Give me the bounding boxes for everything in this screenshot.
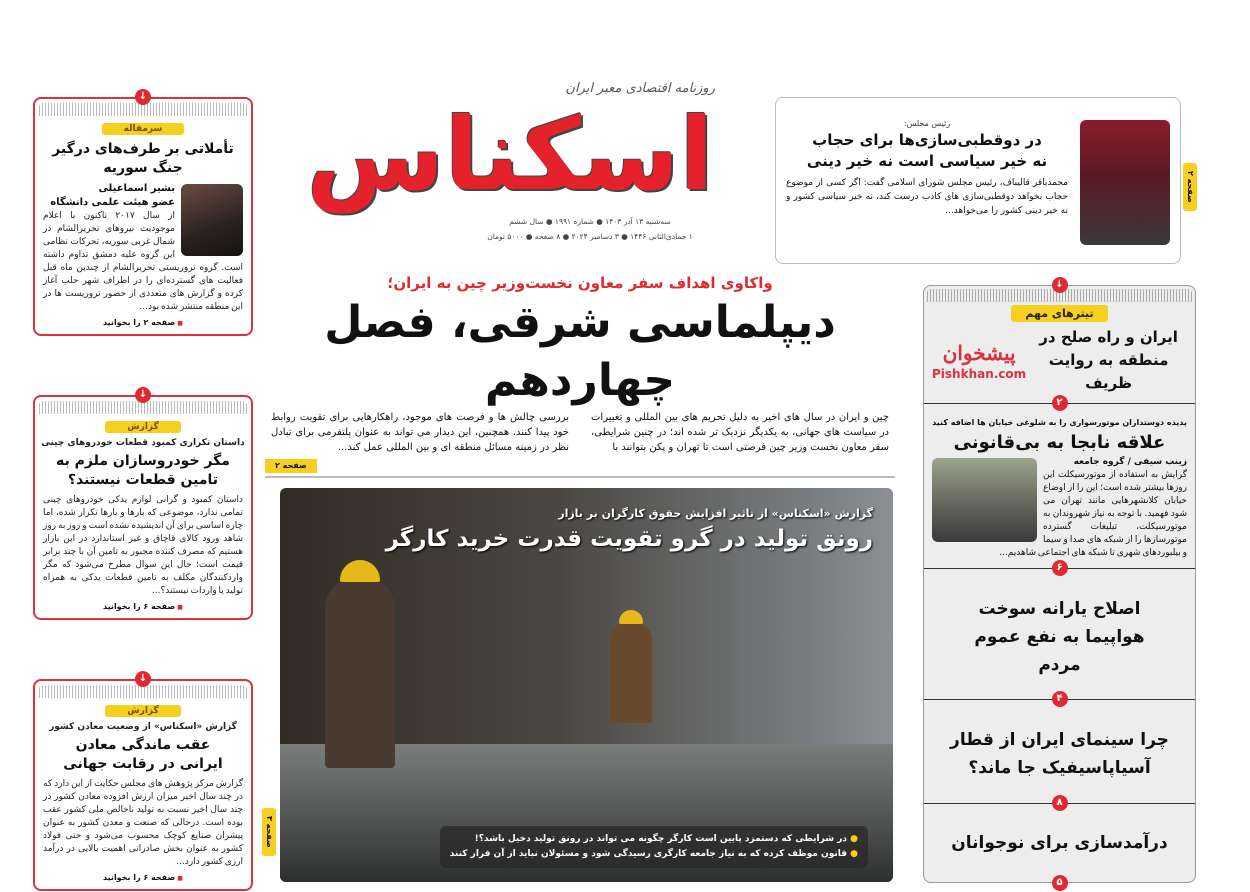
- author-photo: [181, 184, 243, 256]
- headline: درآمدسازی برای نوجوانان: [951, 833, 1168, 854]
- top-story-box[interactable]: [775, 97, 1181, 264]
- lead-kicker: واکاوی اهداف سفر معاون نخست‌وزیر چین به ایران؛: [387, 274, 773, 292]
- headline: چرا سینمای ایران از قطار آسیاپاسیفیک جا ماند؟: [950, 729, 1169, 778]
- author-title: عضو هیئت علمی دانشگاه: [50, 197, 175, 208]
- headline-line-1: در دوقطبی‌سازی‌ها برای حجاب: [812, 131, 1042, 149]
- photo-bullet-1: ● در شرایطی که دستمزد پایین است کارگر چگونه می تواند در رونق تولید دخیل باشد؟!: [474, 834, 858, 844]
- hard-hat: [619, 610, 643, 624]
- section-tag: گزارش: [105, 705, 181, 717]
- lead-body-col-2: بررسی چالش ها و فرصت های موجود، راهکارهایی برای تقویت روابط خود پیدا کنند. همچنین، این دیدار می تواند به عنوان پلتفرمی برای تبادل نظر در زمینه مسائل منطقه ای و بین المللی عمل کند...: [271, 412, 569, 453]
- page-number-badge: ۸: [1052, 795, 1068, 811]
- kicker: پدیده دوستداران موتورسواری را به شلوغی خیابان ها اضافه کنید: [932, 418, 1187, 427]
- photo-headline: رونق تولید در گرو تقویت قدرت خرید کارگر: [385, 526, 873, 552]
- watermark-url: Pishkhan.com: [932, 366, 1027, 381]
- worker-figure: [325, 578, 395, 768]
- page-tab[interactable]: صفحه ۲: [1183, 163, 1197, 211]
- read-more-link[interactable]: ■ صفحه ۶ را بخوانید: [35, 872, 251, 884]
- headline-item[interactable]: ایران و راه صلح در منطقه به روایت ظریف: [1039, 328, 1178, 392]
- kicker: داستان تکراری کمبود قطعات خودروهای چینی: [41, 438, 245, 448]
- headline: عقب ماندگی معادن ایرانی در رقابت جهانی: [63, 737, 223, 772]
- story-body: محمدباقر قالیباف، رئیس مجلس شورای اسلامی گفت: اگر کسی از موضوع حجاب بخواهد دوقطبی‌سازی های کاذب درست کند، نه خیر سیاسی کشور و نه خیر دینی کشور را می‌خواهد...: [786, 178, 1068, 216]
- tagline: روزنامه اقتصادی معبر ایران: [565, 81, 715, 96]
- photo-story[interactable]: [280, 488, 893, 882]
- arrow-down-icon: ↓: [135, 89, 151, 105]
- lead-headline: دیپلماسی شرقی، فصل چهاردهم: [324, 297, 836, 406]
- photo-page-tab[interactable]: صفحه ۳: [262, 808, 276, 856]
- center-column: [265, 272, 895, 882]
- report-box-1[interactable]: [33, 389, 253, 620]
- speaker-photo: [1080, 120, 1170, 245]
- photo-bullet-2: ● قانون موظف کرده که به نیاز جامعه کارگری رسیدگی شود و مسئولان نباید از آن فرار کنند: [449, 849, 858, 859]
- kicker: رئیس مجلس:: [903, 119, 951, 128]
- kicker: گزارش «اسکناس» از وضعیت معادن کشور: [49, 722, 237, 732]
- photo-kicker: گزارش «اسکناس» از تاثیر افزایش حقوق کارگران بر بازار: [558, 507, 873, 520]
- hard-hat: [340, 560, 380, 582]
- page-number-badge: ۴: [1052, 691, 1068, 707]
- story-cinema[interactable]: [924, 693, 1195, 802]
- headline-line-2: نه خیر سیاسی است نه خیر دینی: [806, 152, 1048, 170]
- page-number-badge: ۵: [1052, 875, 1068, 891]
- watermark-logo-text: پیشخوان: [942, 340, 1016, 365]
- headlines-panel: [923, 279, 1196, 888]
- lead-body-col-1: چین و ایران در سال های اخیر به دلیل تحریم های بین المللی و تغییرات در سیاست های جهانی، به یکدیگر نزدیک تر شده اند؛ در چنین شرایطی، سفر معاون نخست وزیر چین فرصتی است تا تهران و پکن بتوانند با: [591, 412, 889, 453]
- article-body: گزارش مرکز پژوهش های مجلس حکایت از این دارد که در چند سال اخیر میزان ارزش افزوده معادن کشور در چند سال اخیر نسبت به تولید ناخالص ملی کشور عقب بوده است. درحالی که صنعت و معدن کشور به عنوان پیشران صنایع کوچک محسوب می‌شود و حتی فولاد کشور به عنوان بخش صادراتی اهمیت بالایی در درآمد ارزی کشور دارد...: [43, 779, 243, 867]
- lead-page-tag[interactable]: صفحه ۲: [265, 459, 317, 473]
- read-more-link[interactable]: ■ صفحه ۶ را بخوانید: [35, 601, 251, 613]
- author: زینب سیفی / گروه جامعه: [1073, 457, 1187, 467]
- issue-info: [420, 214, 760, 244]
- page-number-badge: ۲: [1052, 395, 1068, 411]
- arrow-down-icon: ↓: [135, 671, 151, 687]
- lead-story[interactable]: [265, 272, 895, 455]
- watermark: [932, 340, 1026, 382]
- story-fuel-subsidy[interactable]: [924, 562, 1195, 699]
- story-motorcycle[interactable]: [924, 397, 1195, 568]
- headline: علاقه نابجا به بی‌قانونی: [953, 432, 1166, 453]
- arrow-down-icon: ↓: [135, 387, 151, 403]
- divider: [265, 476, 895, 478]
- left-column: [33, 91, 253, 891]
- read-more-link[interactable]: ■ صفحه ۲ را بخوانید: [35, 317, 251, 329]
- headline: تأملاتی بر طرف‌های درگیر جنگ سوریه: [52, 141, 234, 176]
- headline: مگر خودروسازان ملزم به تامین قطعات نیستند؟: [56, 453, 230, 488]
- section-tag: تیترهای مهم: [1011, 305, 1107, 322]
- date-line-intl: ۱ جمادی‌الثانی ۱۴۴۶ ● ۳ دسامبر ۲۰۲۴ ● ۸ صفحه ● ۵۰۰۰ تومان: [487, 232, 693, 241]
- author-name: بشیر اسماعیلی: [98, 183, 175, 194]
- date-line-persian: سه‌شنبه ۱۳ آذر ۱۴۰۳ ● شماره ۱۹۹۱ ● سال ششم: [509, 217, 671, 226]
- section-tag: گزارش: [105, 421, 181, 433]
- worker-figure: [610, 623, 652, 723]
- article-body: داستان کمبود و گرانی لوازم یدکی خودروهای چینی تمامی ندارد، موضوعی که بارها و بارها تکرار شده، اما چاره اساسی برای آن اندیشیده نشده است و روز به روز شاهد ورود کالای قاچاق و غیر استاندارد در این بازار هستیم که مصرف کننده مجبور به تامین آن با چند برابر قیمت است؛ حال این سوال مطرح می‌شود که مگر واردکنندگان مکلف به تامین قطعات یدکی به همراه تولید یا واردات نیستند؟...: [43, 495, 243, 596]
- arrow-down-icon: ↓: [1052, 277, 1068, 293]
- article-body: از سال ۲۰۱۷ تاکنون با اعلام موجودیت نیروهای تحریرالشام در شمال غربی سوریه، تحرکات نظامی این گروه علیه دمشق تداوم داشته است. گروه تروریستی تحریرالشام از چندین ماه قبل فعالیت های گسترده‌ای را در اطراف شهر حلب آغاز کرده و گزارش های متعددی از حضور تروریست ها در این منطقه منتشر شده بود...: [43, 211, 243, 312]
- story-teen-income[interactable]: [924, 796, 1195, 888]
- newspaper-logo: اسکناس: [306, 96, 714, 213]
- editorial-box[interactable]: [33, 91, 253, 336]
- motorcycle-photo: [932, 458, 1037, 542]
- section-tag: سرمقاله: [102, 123, 185, 135]
- headline: اصلاح یارانه سوخت هواپیما به نفع عموم مردم: [974, 598, 1145, 675]
- page-number-badge: ۶: [1052, 560, 1068, 576]
- story-body: گرایش به استفاده از موتورسیکلت این روزها بیشتر شده است؛ این را از اوضاع خیابان کلانشهرهایی مانند تهران می شود فهمید. با توجه به نیاز شهروندان به موتورسیکلت، تبلیغات گسترده موتورسازها را از شبکه های صدا و سیما و بیلبوردهای شهری تا شبکه های اجتماعی شاهدیم...: [999, 470, 1187, 558]
- report-box-2[interactable]: [33, 673, 253, 891]
